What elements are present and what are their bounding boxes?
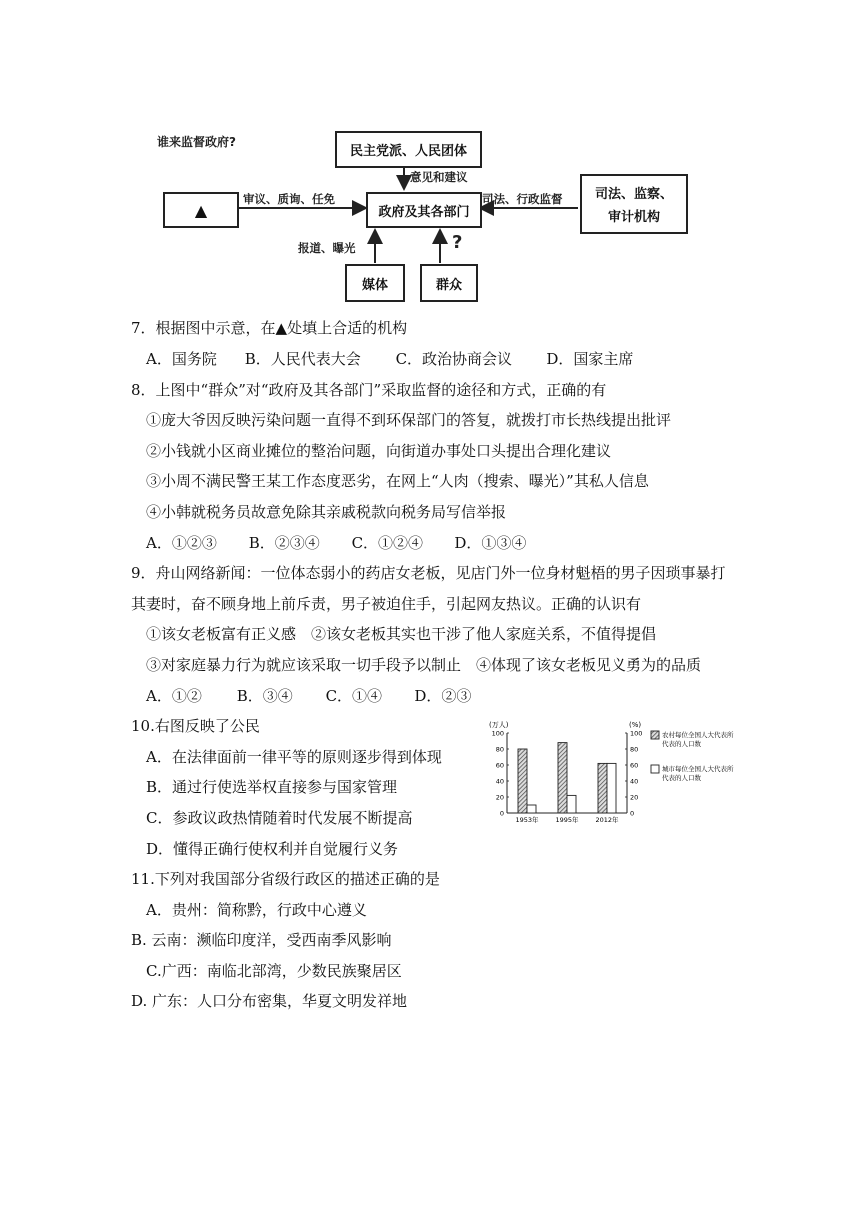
q9-stem-line2: 其妻时，奋不顾身地上前斥责，男子被迫住手，引起网友热议。正确的认识有 [131, 595, 642, 613]
q11-option-c: C.广西：南临北部湾，少数民族聚居区 [146, 962, 402, 980]
q7-options [146, 349, 633, 369]
media-box [345, 264, 405, 302]
category-label: 2012年 [595, 816, 619, 824]
diagram-heading: 谁来监督政府? [157, 135, 236, 149]
right-tick-label: 0 [630, 809, 635, 818]
q8-stem: 8．上图中“群众”对“政府及其各部门”采取监督的途径和方式，正确的有 [131, 381, 607, 399]
right-box-line2: 审计机构 [607, 210, 660, 225]
left-axis-unit: (万人) [489, 721, 509, 729]
blank-institution-box [163, 192, 239, 228]
left-tick-label: 0 [499, 809, 504, 818]
judicial-box [580, 174, 688, 234]
bar [567, 795, 576, 813]
bar [527, 805, 536, 813]
report-label: 报道、曝光 [298, 241, 356, 255]
left-tick-label: 40 [495, 777, 504, 786]
government-box [366, 192, 482, 228]
q11-stem: 11.下列对我国部分省级行政区的描述正确的是 [131, 870, 440, 888]
q10-stem: 10.右图反映了公民 [131, 717, 260, 735]
bar [558, 743, 567, 813]
question-mark-icon: ? [452, 232, 463, 253]
right-tick-label: 80 [630, 745, 639, 754]
legend-label: 农村每位全国人大代表所 [662, 731, 734, 739]
q8-option-a: A．①②③ [146, 534, 217, 552]
q10-option-c: C．参政议政热情随着时代发展不断提高 [146, 809, 413, 827]
q8-item-1: ①庞大爷因反映污染问题一直得不到环保部门的答复，就拨打市长热线提出批评 [146, 411, 672, 429]
right-tick-label: 100 [630, 729, 643, 738]
right-tick-label: 60 [630, 761, 639, 770]
q8-item-3: ③小周不满民警王某工作态度恶劣，在网上“人肉（搜索、曝光）”其私人信息 [146, 472, 649, 490]
q10-option-b: B．通过行使选举权直接参与国家管理 [146, 778, 398, 796]
left-tick-label: 20 [495, 793, 504, 802]
media-label: 媒体 [361, 277, 388, 293]
q7-stem: 7．根据图中示意，在▲处填上合适的机构 [131, 319, 408, 337]
q10-option-d: D．懂得正确行使权利并自觉履行义务 [146, 840, 399, 858]
democratic-parties-box [335, 131, 482, 168]
q7-option-d: D．国家主席 [546, 350, 634, 368]
q8-item-2: ②小钱就小区商业摊位的整治问题，向街道办事处口头提出合理化建议 [146, 442, 612, 460]
legend-swatch [651, 765, 659, 773]
left-tick-label: 60 [495, 761, 504, 770]
center-box-label: 政府及其各部门 [378, 204, 470, 220]
judicial-label: 司法、行政监督 [482, 192, 563, 206]
bar [598, 763, 607, 813]
right-axis-unit: (%) [629, 721, 642, 729]
q11-option-b: B. 云南：濒临印度洋，受西南季风影响 [131, 931, 392, 949]
q8-option-b: B．②③④ [248, 534, 320, 552]
q9-option-c: C．①④ [325, 687, 383, 705]
q11-option-a: A．贵州：简称黔，行政中心遵义 [146, 901, 367, 919]
q9-items-line2: ③对家庭暴力行为就应该采取一切手段予以制止 ④体现了该女老板见义勇为的品质 [146, 656, 702, 674]
masses-label: 群众 [435, 277, 462, 293]
right-tick-label: 20 [630, 793, 639, 802]
left-tick-label: 80 [495, 745, 504, 754]
legend-label-cont: 代表的人口数 [662, 774, 701, 782]
legend-swatch [651, 731, 659, 739]
right-tick-label: 40 [630, 777, 639, 786]
category-label: 1953年 [515, 816, 539, 824]
q9-option-d: D．②③ [414, 687, 472, 705]
q7-option-c: C．政治协商会议 [395, 350, 513, 368]
q9-items-line1: ①该女老板富有正义感 ②该女老板其实也干涉了他人家庭关系，不值得提倡 [146, 625, 657, 643]
q9-stem-line1: 9．舟山网络新闻：一位体态弱小的药店女老板，见店门外一位身材魁梧的男子因琐事暴打 [131, 564, 726, 582]
legend-label-cont: 代表的人口数 [662, 740, 701, 748]
q10-option-a: A．在法律面前一律平等的原则逐步得到体现 [146, 748, 442, 766]
q8-item-4: ④小韩就税务员故意免除其亲戚税款向税务局写信举报 [146, 503, 507, 521]
q8-option-c: C．①②④ [351, 534, 424, 552]
left-tick-label: 100 [491, 729, 504, 738]
q8-option-d: D．①③④ [454, 534, 527, 552]
q11-option-d: D. 广东：人口分布密集，华夏文明发祥地 [131, 992, 408, 1010]
top-box-label: 民主党派、人民团体 [349, 144, 467, 159]
q7-option-b: B．人民代表大会 [244, 350, 361, 368]
opinions-label: 意见和建议 [410, 170, 468, 184]
masses-box [420, 264, 478, 302]
category-label: 1995年 [555, 816, 579, 824]
q9-option-b: B．③④ [236, 687, 293, 705]
legend-label: 城市每位全国人大代表所 [662, 765, 734, 773]
bar [518, 749, 527, 813]
review-label: 审议、质询、任免 [243, 192, 335, 206]
triangle-icon: ▲ [194, 200, 208, 220]
q7-option-a: A．国务院 [146, 350, 217, 368]
q9-option-a: A．①② [146, 687, 202, 705]
bar [607, 763, 616, 813]
q8-options [146, 533, 526, 553]
right-box-line1: 司法、监察、 [594, 187, 673, 202]
representation-chart [485, 717, 750, 832]
q9-options [146, 686, 471, 706]
